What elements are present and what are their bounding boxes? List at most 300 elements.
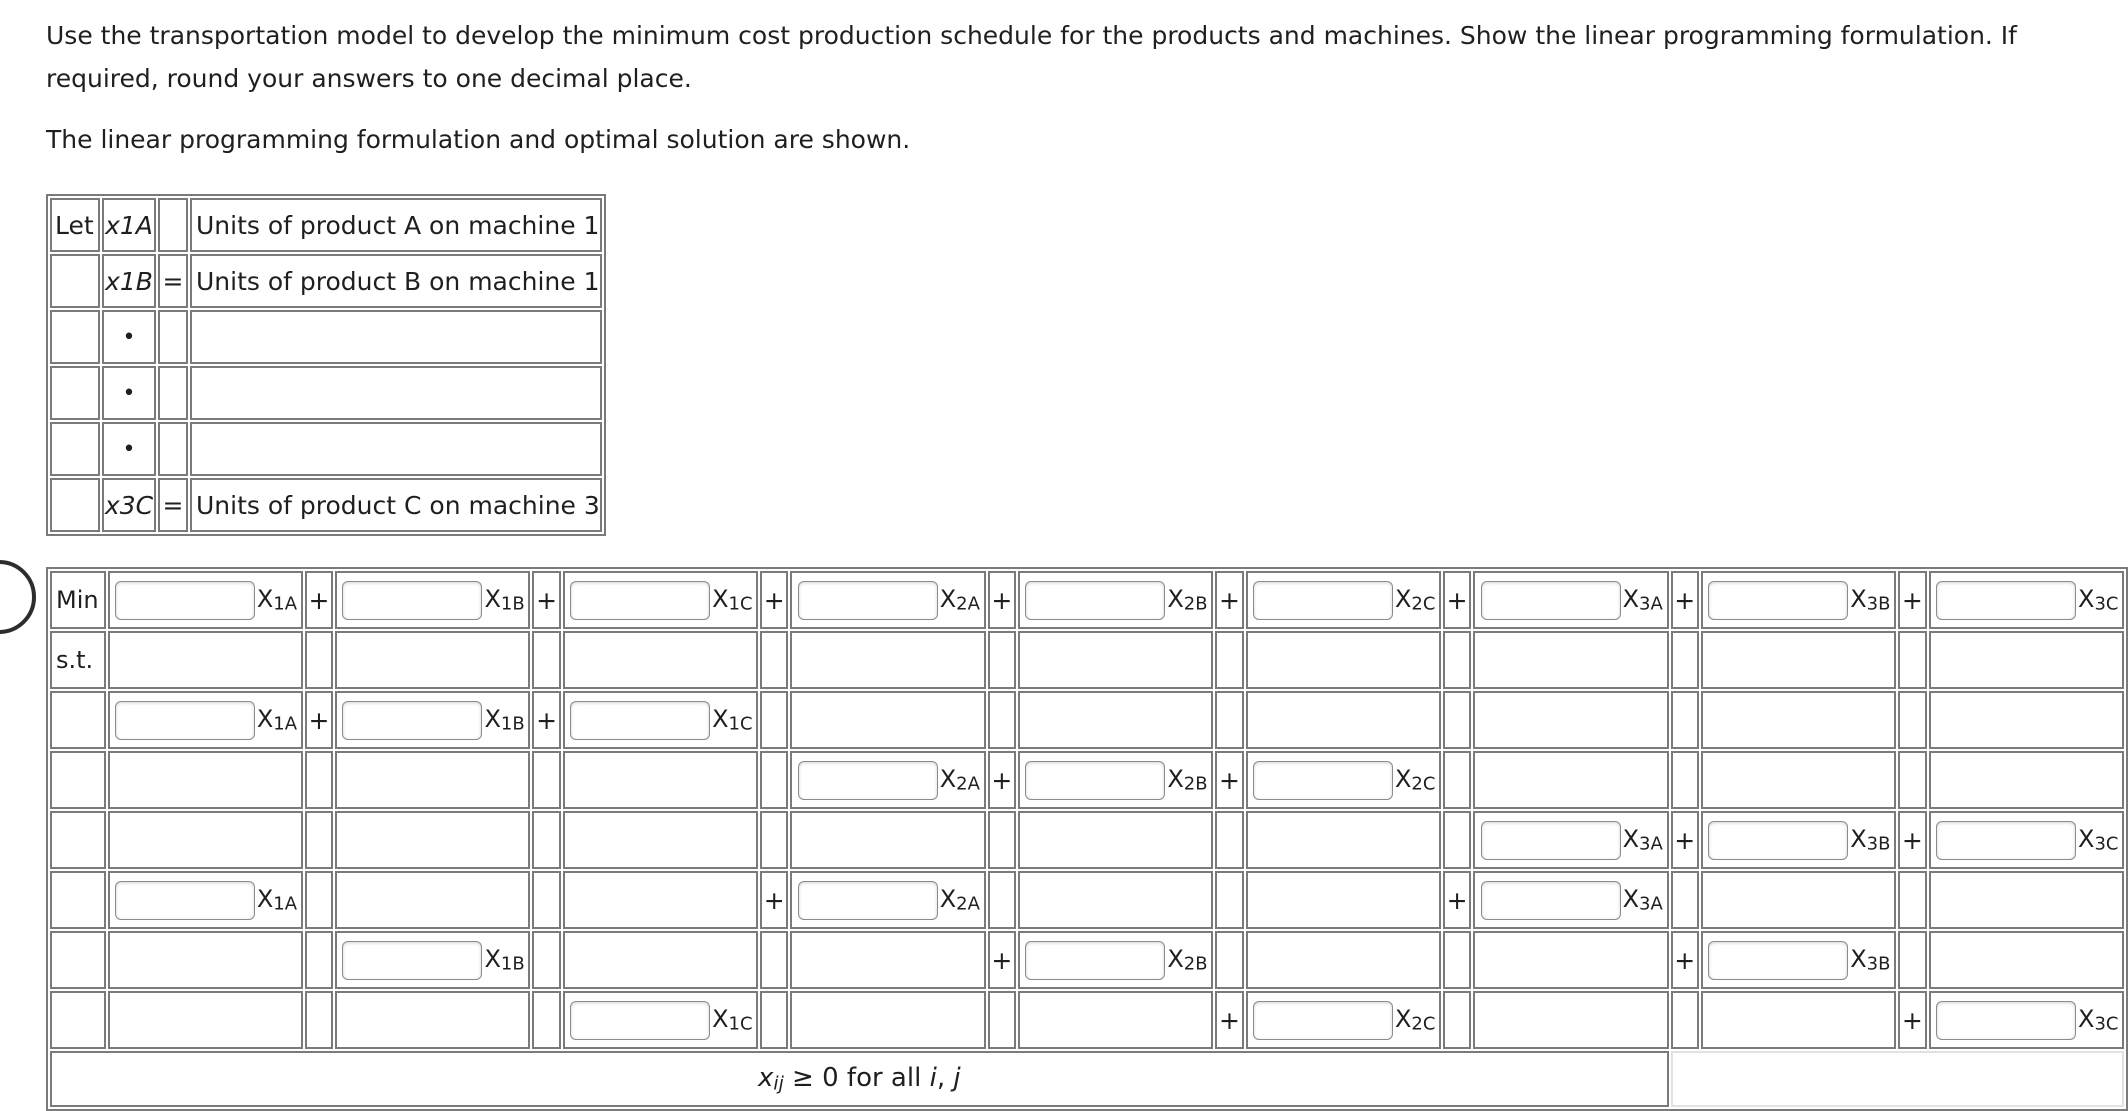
operator-cell: [1671, 991, 1699, 1049]
coefficient-cell-x1B: [335, 811, 530, 869]
variable-base: X: [712, 585, 729, 614]
coefficient-input-x2C[interactable]: [1253, 1001, 1393, 1040]
variable-base: X: [1622, 825, 1640, 854]
coefficient-cell-x1A: [108, 991, 303, 1049]
variable-base: X: [1167, 765, 1184, 794]
min-label: Min: [50, 571, 106, 629]
coefficient-wrap: [1020, 753, 1211, 807]
coefficient-wrap: [337, 933, 528, 987]
coefficient-cell-x2C: [1246, 931, 1441, 989]
nonnegativity-cell: [50, 1051, 1669, 1107]
variable-subscript: 2A: [956, 593, 980, 615]
st-row: [50, 631, 2124, 689]
coefficient-cell-x3C: [1929, 691, 2124, 749]
variable-x1C: [712, 1005, 756, 1035]
variable-subscript: 1B: [500, 953, 525, 975]
let-var: x3C: [102, 478, 156, 532]
operator-cell: [1443, 751, 1471, 809]
coefficient-input-x3A[interactable]: [1481, 821, 1621, 860]
coefficient-cell-x1C: [563, 631, 758, 689]
variable-x1B: [484, 585, 528, 615]
operator-cell: [1898, 691, 1926, 749]
operator-cell: [532, 631, 560, 689]
variable-base: X: [712, 705, 729, 734]
coefficient-input-x2C[interactable]: [1253, 581, 1393, 620]
coefficient-cell-x3A: [1473, 931, 1668, 989]
coefficient-input-x1B[interactable]: [342, 581, 482, 620]
let-eq: =: [158, 478, 188, 532]
coefficient-input-x3B[interactable]: [1708, 821, 1848, 860]
coefficient-cell-x3C: [1929, 991, 2124, 1049]
operator-cell: [1898, 571, 1926, 629]
coefficient-cell-x3A: [1473, 991, 1668, 1049]
row-label: [50, 751, 106, 809]
coefficient-cell-x2A: [790, 691, 985, 749]
plus-sign: +: [1674, 945, 1696, 975]
variable-base: X: [1622, 585, 1640, 614]
let-blank: [50, 422, 100, 476]
plus-sign: +: [991, 945, 1013, 975]
variable-subscript: 1C: [728, 713, 753, 735]
let-row-ellipsis: [50, 310, 602, 364]
row-label: [50, 931, 106, 989]
operator-cell: [760, 571, 788, 629]
coefficient-cell-x1A: [108, 811, 303, 869]
variable-base: X: [1850, 585, 1867, 614]
variable-base: X: [484, 945, 501, 974]
coefficient-cell-x1B: [335, 991, 530, 1049]
nonneg-i-sub: ij: [773, 1073, 784, 1095]
coefficient-cell-x2A: [790, 991, 985, 1049]
plus-sign: +: [991, 765, 1013, 795]
st-label: s.t.: [50, 631, 106, 689]
variable-base: X: [1167, 585, 1184, 614]
supply-row-3: [50, 811, 2124, 869]
operator-cell: [1215, 571, 1243, 629]
coefficient-wrap: [337, 693, 528, 747]
coefficient-cell-x1C: [563, 751, 758, 809]
variable-subscript: 3B: [1866, 833, 1891, 855]
variable-subscript: 2A: [956, 893, 980, 915]
coefficient-cell-x1B: [335, 631, 530, 689]
coefficient-wrap: [110, 573, 301, 627]
operator-cell: [988, 571, 1016, 629]
coefficient-wrap: [792, 873, 983, 927]
coefficient-input-x2A[interactable]: [798, 881, 938, 920]
let-blank: [50, 366, 100, 420]
nonneg-i: i: [929, 1063, 937, 1094]
coefficient-input-x1A[interactable]: [115, 581, 255, 620]
operator-cell: [1215, 991, 1243, 1049]
plus-sign: +: [1219, 765, 1240, 795]
operator-cell: [1215, 751, 1243, 809]
operator-cell: [1215, 631, 1243, 689]
coefficient-cell-x3C: [1929, 811, 2124, 869]
variable-x1A: [257, 885, 301, 915]
coefficient-cell-x2C: [1246, 631, 1441, 689]
coefficient-cell-x1C: [563, 691, 758, 749]
coefficient-input-x1C[interactable]: [570, 1001, 710, 1040]
coefficient-wrap: [1248, 753, 1439, 807]
coefficient-wrap: [565, 693, 756, 747]
operator-cell: [1443, 931, 1471, 989]
variable-subscript: 1C: [728, 593, 753, 615]
operator-cell: [1671, 751, 1699, 809]
variable-x3A: [1623, 885, 1667, 915]
coefficient-cell-x2A: [790, 811, 985, 869]
nonneg-i-var: x: [758, 1063, 774, 1094]
variable-base: X: [712, 1005, 729, 1034]
variable-x1C: [712, 585, 756, 615]
demand-row-A: [50, 871, 2124, 929]
let-eq: =: [158, 254, 188, 308]
variable-base: X: [2078, 585, 2095, 614]
coefficient-input-x3C[interactable]: [1936, 581, 2076, 620]
coefficient-input-x2B[interactable]: [1025, 941, 1165, 980]
coefficient-cell-x1A: [108, 691, 303, 749]
question-text: Use the transportation model to develop the minimum cost production schedule for the products and machines. Show the linear programming formulation. If required, round your answers to one decimal place.: [46, 21, 2017, 93]
operator-cell: [532, 931, 560, 989]
variable-base: X: [1394, 1005, 1412, 1034]
coefficient-cell-x2C: [1246, 871, 1441, 929]
variable-base: X: [939, 765, 957, 794]
variable-subscript: 1B: [500, 593, 525, 615]
coefficient-wrap: [565, 993, 756, 1047]
plus-sign: +: [763, 885, 785, 915]
coefficient-cell-x2C: [1246, 571, 1441, 629]
operator-cell: [988, 931, 1016, 989]
variable-x1A: [257, 585, 301, 615]
coefficient-cell-x3B: [1701, 871, 1896, 929]
operator-cell: [305, 931, 333, 989]
coefficient-cell-x2C: [1246, 811, 1441, 869]
coefficient-input-x1C[interactable]: [570, 701, 710, 740]
operator-cell: [760, 991, 788, 1049]
coefficient-cell-x2B: [1018, 571, 1213, 629]
coefficient-wrap: [1703, 813, 1894, 867]
operator-cell: [305, 811, 333, 869]
coefficient-cell-x1C: [563, 871, 758, 929]
plus-sign: +: [1219, 585, 1240, 615]
operator-cell: [1443, 871, 1471, 929]
operator-cell: [305, 871, 333, 929]
variable-subscript: 2B: [1183, 593, 1208, 615]
operator-cell: [1898, 871, 1926, 929]
coefficient-wrap: [110, 873, 301, 927]
side-circle-marker: [0, 560, 36, 634]
coefficient-wrap: [1475, 873, 1666, 927]
coefficient-cell-x1C: [563, 811, 758, 869]
ellipsis-dot: •: [102, 310, 156, 364]
variable-x3C: [2078, 585, 2122, 615]
coefficient-cell-x3B: [1701, 811, 1896, 869]
variable-x1A: [257, 705, 301, 735]
operator-cell: [760, 631, 788, 689]
let-row-ellipsis: [50, 366, 602, 420]
coefficient-cell-x1B: [335, 751, 530, 809]
plus-sign: +: [1446, 885, 1468, 915]
plus-sign: +: [1446, 585, 1468, 615]
let-row: [50, 198, 602, 252]
plus-sign: +: [536, 705, 558, 735]
coefficient-wrap: [1931, 573, 2122, 627]
variable-subscript: 1A: [273, 893, 298, 915]
variable-subscript: 3C: [2094, 833, 2119, 855]
let-blank: [190, 422, 602, 476]
coefficient-input-x3C[interactable]: [1936, 1001, 2076, 1040]
coefficient-input-x2B[interactable]: [1025, 761, 1165, 800]
plus-sign: +: [1219, 1005, 1240, 1035]
operator-cell: [1671, 931, 1699, 989]
operator-cell: [1215, 691, 1243, 749]
coefficient-cell-x1A: [108, 751, 303, 809]
coefficient-cell-x3A: [1473, 691, 1668, 749]
operator-cell: [988, 631, 1016, 689]
plus-sign: +: [1901, 1005, 1923, 1035]
let-blank: [190, 310, 602, 364]
coefficient-cell-x2B: [1018, 931, 1213, 989]
coefficient-cell-x1C: [563, 571, 758, 629]
coefficient-cell-x1A: [108, 571, 303, 629]
coefficient-cell-x3A: [1473, 571, 1668, 629]
plus-sign: +: [991, 585, 1013, 615]
variable-base: X: [1622, 885, 1640, 914]
question-subtext: The linear programming formulation and optimal solution are shown.: [46, 125, 911, 154]
variable-base: X: [256, 705, 274, 734]
coefficient-cell-x3C: [1929, 871, 2124, 929]
coefficient-wrap: [1703, 933, 1894, 987]
variable-base: X: [256, 585, 274, 614]
variable-base: X: [256, 885, 274, 914]
lp-formulation-table: [46, 567, 2128, 1111]
operator-cell: [305, 571, 333, 629]
coefficient-cell-x3C: [1929, 931, 2124, 989]
variable-subscript: 1A: [273, 713, 298, 735]
variable-subscript: 1C: [728, 1013, 753, 1035]
coefficient-input-x2C[interactable]: [1253, 761, 1393, 800]
variable-subscript: 3A: [1639, 593, 1663, 615]
operator-cell: [532, 811, 560, 869]
operator-cell: [1443, 811, 1471, 869]
coefficient-cell-x2A: [790, 931, 985, 989]
variable-x2C: [1395, 1005, 1439, 1035]
variable-x2A: [940, 765, 984, 795]
let-blank: [50, 310, 100, 364]
coefficient-cell-x1A: [108, 631, 303, 689]
variable-x3A: [1623, 585, 1667, 615]
coefficient-cell-x2B: [1018, 811, 1213, 869]
operator-cell: [305, 751, 333, 809]
variable-base: X: [939, 585, 957, 614]
variable-x3B: [1850, 585, 1894, 615]
let-desc: Units of product B on machine 1: [190, 254, 602, 308]
coefficient-wrap: [1248, 993, 1439, 1047]
operator-cell: [1443, 631, 1471, 689]
coefficient-cell-x3B: [1701, 571, 1896, 629]
operator-cell: [1898, 931, 1926, 989]
row-label: [50, 691, 106, 749]
coefficient-wrap: [1248, 573, 1439, 627]
operator-cell: [988, 691, 1016, 749]
demand-row-B: [50, 931, 2124, 989]
coefficient-cell-x2B: [1018, 751, 1213, 809]
coefficient-input-x1C[interactable]: [570, 581, 710, 620]
variable-base: X: [484, 585, 501, 614]
coefficient-input-x3A[interactable]: [1481, 581, 1621, 620]
let-blank: [158, 310, 188, 364]
coefficient-cell-x1B: [335, 871, 530, 929]
operator-cell: [305, 631, 333, 689]
operator-cell: [1898, 631, 1926, 689]
coefficient-cell-x3C: [1929, 751, 2124, 809]
let-blank: [158, 366, 188, 420]
let-eq-empty: [158, 198, 188, 252]
let-row-ellipsis: [50, 422, 602, 476]
variable-base: X: [1394, 585, 1412, 614]
variable-subscript: 2B: [1183, 953, 1208, 975]
coefficient-input-x1B[interactable]: [342, 941, 482, 980]
coefficient-wrap: [1931, 993, 2122, 1047]
let-desc: Units of product C on machine 3: [190, 478, 602, 532]
coefficient-cell-x1B: [335, 691, 530, 749]
coefficient-input-x2A[interactable]: [798, 761, 938, 800]
variable-base: X: [2078, 825, 2095, 854]
operator-cell: [1671, 871, 1699, 929]
coefficient-wrap: [1703, 573, 1894, 627]
variable-definition-table: [46, 194, 606, 536]
nonneg-rest: ≥ 0 for all: [783, 1063, 930, 1094]
operator-cell: [760, 871, 788, 929]
demand-row-C: [50, 991, 2124, 1049]
variable-subscript: 2C: [1411, 593, 1436, 615]
variable-subscript: 1B: [500, 713, 525, 735]
coefficient-cell-x2C: [1246, 751, 1441, 809]
coefficient-cell-x3A: [1473, 811, 1668, 869]
operator-cell: [1671, 691, 1699, 749]
variable-base: X: [1850, 825, 1867, 854]
objective-row: [50, 571, 2124, 629]
coefficient-wrap: [1020, 933, 1211, 987]
coefficient-cell-x1A: [108, 931, 303, 989]
variable-x1B: [484, 705, 528, 735]
coefficient-input-x1A[interactable]: [115, 881, 255, 920]
variable-x3C: [2078, 1005, 2122, 1035]
coefficient-cell-x1C: [563, 991, 758, 1049]
variable-x2A: [940, 585, 984, 615]
operator-cell: [760, 811, 788, 869]
let-var: x1A: [102, 198, 156, 252]
row-label: [50, 871, 106, 929]
operator-cell: [532, 751, 560, 809]
plus-sign: +: [536, 585, 558, 615]
coefficient-wrap: [1931, 813, 2122, 867]
coefficient-cell-x3B: [1701, 991, 1896, 1049]
operator-cell: [1671, 811, 1699, 869]
variable-subscript: 2B: [1183, 773, 1208, 795]
operator-cell: [532, 871, 560, 929]
let-word: Let: [50, 198, 100, 252]
coefficient-cell-x1B: [335, 571, 530, 629]
coefficient-input-x3C[interactable]: [1936, 821, 2076, 860]
operator-cell: [1215, 871, 1243, 929]
coefficient-input-x2A[interactable]: [798, 581, 938, 620]
ellipsis-dot: •: [102, 422, 156, 476]
operator-cell: [1215, 931, 1243, 989]
coefficient-input-x3B[interactable]: [1708, 581, 1848, 620]
coefficient-wrap: [1020, 573, 1211, 627]
coefficient-input-x3B[interactable]: [1708, 941, 1848, 980]
variable-base: X: [1167, 945, 1184, 974]
variable-x3B: [1850, 825, 1894, 855]
ellipsis-dot: •: [102, 366, 156, 420]
let-blank: [50, 254, 100, 308]
operator-cell: [760, 931, 788, 989]
operator-cell: [305, 991, 333, 1049]
variable-subscript: 3B: [1866, 593, 1891, 615]
coefficient-input-x2B[interactable]: [1025, 581, 1165, 620]
supply-row-2: [50, 751, 2124, 809]
coefficient-input-x1B[interactable]: [342, 701, 482, 740]
nonneg-j: j: [953, 1063, 961, 1094]
variable-subscript: 3A: [1639, 893, 1663, 915]
variable-x2C: [1395, 765, 1439, 795]
variable-subscript: 2C: [1411, 773, 1436, 795]
coefficient-cell-x1A: [108, 871, 303, 929]
variable-x1C: [712, 705, 756, 735]
operator-cell: [532, 991, 560, 1049]
operator-cell: [532, 571, 560, 629]
variable-base: X: [1850, 945, 1867, 974]
coefficient-cell-x2C: [1246, 691, 1441, 749]
let-row: [50, 478, 602, 532]
coefficient-cell-x2A: [790, 571, 985, 629]
coefficient-wrap: [1475, 573, 1666, 627]
plus-sign: +: [1674, 585, 1696, 615]
let-blank: [158, 422, 188, 476]
row-label: [50, 991, 106, 1049]
coefficient-cell-x3C: [1929, 571, 2124, 629]
supply-row-1: [50, 691, 2124, 749]
coefficient-cell-x3A: [1473, 751, 1668, 809]
let-blank: [190, 366, 602, 420]
operator-cell: [988, 811, 1016, 869]
plus-sign: +: [1901, 825, 1923, 855]
coefficient-wrap: [792, 573, 983, 627]
variable-base: X: [1394, 765, 1412, 794]
variable-x2B: [1167, 765, 1211, 795]
variable-subscript: 3C: [2094, 1013, 2119, 1035]
coefficient-cell-x3A: [1473, 631, 1668, 689]
coefficient-input-x3A[interactable]: [1481, 881, 1621, 920]
coefficient-cell-x3B: [1701, 751, 1896, 809]
coefficient-wrap: [792, 753, 983, 807]
coefficient-input-x1A[interactable]: [115, 701, 255, 740]
coefficient-cell-x3C: [1929, 631, 2124, 689]
variable-subscript: 2A: [956, 773, 980, 795]
let-desc: Units of product A on machine 1: [190, 198, 602, 252]
nonnegativity-blank: [1671, 1051, 2124, 1107]
plus-sign: +: [308, 705, 330, 735]
operator-cell: [532, 691, 560, 749]
coefficient-cell-x1C: [563, 931, 758, 989]
coefficient-cell-x3B: [1701, 631, 1896, 689]
variable-base: X: [484, 705, 501, 734]
variable-x3A: [1623, 825, 1667, 855]
operator-cell: [1898, 991, 1926, 1049]
plus-sign: +: [763, 585, 785, 615]
plus-sign: +: [308, 585, 330, 615]
operator-cell: [1898, 751, 1926, 809]
